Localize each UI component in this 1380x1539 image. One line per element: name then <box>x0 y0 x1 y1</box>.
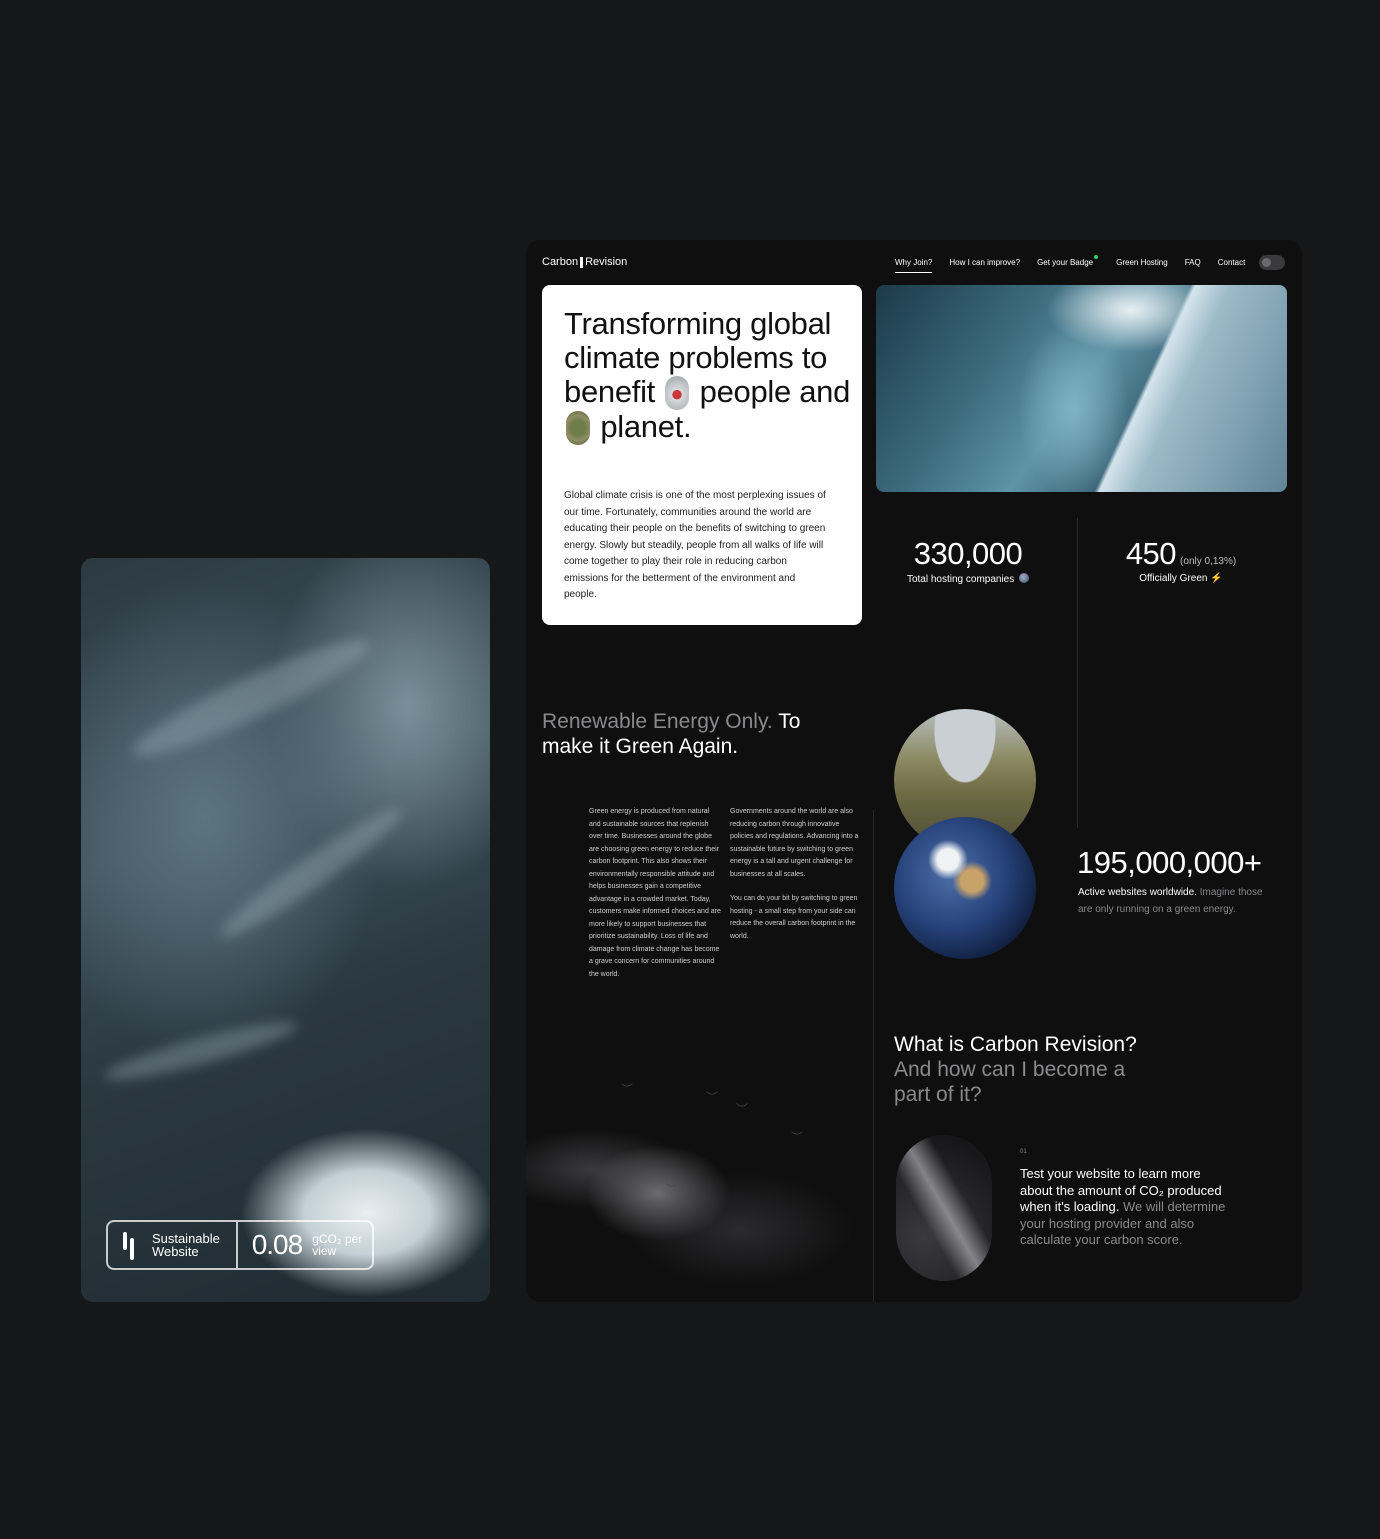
renewable-column-2-p1: Governments around the world are also reducing carbon through innovative policies and regulations. Advancing into a sustainable future by switching to green energy is a tall and urgent challenge for businesses at all scales. <box>730 808 859 878</box>
galaxy-image <box>896 1135 992 1281</box>
badge-label: Sustainable Website <box>151 1231 220 1259</box>
bird-icon: ︶ <box>621 1082 634 1096</box>
phone-preview-card <box>81 558 490 1302</box>
brand-left: Carbon <box>542 256 579 268</box>
stat-label <box>1086 573 1276 584</box>
lightning-icon: ⚡ <box>1210 573 1223 584</box>
step-description <box>1020 1166 1230 1249</box>
bird-icon: ︶ <box>736 1102 749 1116</box>
stat-number: 450 <box>1125 536 1177 571</box>
badge-value: 0.08 <box>251 1229 303 1260</box>
nav-why-join[interactable]: Why Join? <box>895 258 933 267</box>
bird-icon: ︶ <box>706 1090 719 1104</box>
earth-image <box>894 817 1036 959</box>
heading-main: To make it Green Again. <box>542 710 801 758</box>
stat-hosting-companies <box>876 536 1060 585</box>
step-main: Test your website to learn more about the amount of CO₂ produced when it's loading. <box>1020 1166 1222 1214</box>
websites-description <box>1078 885 1268 918</box>
bird-icon: ︶ <box>666 1182 679 1196</box>
stat-note: (only 0,13%) <box>1180 556 1237 567</box>
heading-muted: Renewable Energy Only. <box>542 710 773 733</box>
new-indicator-dot <box>1094 255 1098 259</box>
top-navigation <box>526 240 1302 285</box>
hero-description: Global climate crisis is one of the most perplexing issues of our time. Fortunately, communities around the world are educating their people on the benefits of switching to green energy. Slowly but steadily, people from all walks of life will come together to play their role in reducing carbon emissions for the betterment of the environment and people. <box>564 490 826 600</box>
stat-label-text: Officially Green <box>1139 573 1208 584</box>
theme-toggle[interactable] <box>1259 255 1285 270</box>
brand-right: Revision <box>585 256 628 268</box>
sustainable-website-badge[interactable] <box>106 1220 374 1270</box>
step-number: 01 <box>1020 1149 1027 1155</box>
renewable-column-2 <box>730 806 862 943</box>
nav-get-badge-label: Get your Badge <box>1037 258 1094 267</box>
stat-value: 330,000 <box>913 536 1023 571</box>
badge-divider <box>236 1222 238 1268</box>
carbon-revision-heading <box>894 1032 1144 1107</box>
websites-label: Active websites worldwide. <box>1078 887 1197 898</box>
nav-green-hosting[interactable]: Green Hosting <box>1116 258 1168 267</box>
hero-title <box>564 307 854 445</box>
renewable-energy-heading <box>542 709 802 759</box>
section-divider <box>873 810 874 1302</box>
globe-icon <box>1019 573 1029 583</box>
nav-get-badge[interactable] <box>1037 258 1093 267</box>
websites-count: 195,000,000+ <box>1077 845 1262 880</box>
heading-main: What is Carbon Revision? <box>894 1033 1137 1056</box>
brand-mark-icon <box>580 257 583 268</box>
hero-card <box>542 285 862 625</box>
nav-how-improve[interactable]: How I can improve? <box>949 258 1021 267</box>
hero-title-part-1: Transforming global climate problems to benefit <box>564 306 832 409</box>
website-preview <box>526 240 1302 1302</box>
stat-label <box>876 573 1060 585</box>
bird-icon: ︶ <box>791 1130 804 1144</box>
carbon-revision-logo-icon <box>120 1230 142 1260</box>
toggle-knob-icon <box>1262 258 1271 267</box>
glacier-image <box>876 285 1287 492</box>
renewable-column-2-p2: You can do your bit by switching to green hosting - a small step from your side can reduce the overall carbon footprint in the world. <box>730 895 858 940</box>
stats-divider <box>1077 518 1078 828</box>
people-image-icon <box>665 376 689 410</box>
nav-contact[interactable]: Contact <box>1217 258 1246 267</box>
clouds-image <box>526 1060 856 1302</box>
heading-muted: And how can I become a part of it? <box>894 1058 1126 1106</box>
planet-image-icon <box>566 411 590 445</box>
step-muted: We will determine your hosting provider and also calculate your carbon score. <box>1020 1199 1226 1247</box>
hero-title-part-2: people and <box>699 374 851 409</box>
nav-faq[interactable]: FAQ <box>1184 258 1201 267</box>
brand-logo[interactable] <box>542 256 627 268</box>
hero-title-part-3: planet. <box>600 409 692 444</box>
websites-desc-text: Imagine those are only running on a green energy. <box>1078 887 1263 915</box>
renewable-column-1: Green energy is produced from natural and sustainable sources that replenish over time. Businesses around the globe are choosing green energy to reduce their carbon footprint. This also shows their environmentally responsible attitude and helps businesses gain a competitive advantage in a crowded market. Today, customers make informed choices and are more likely to support businesses that prioritize sustainability. Loss of life and damage from climate change has become a grave concern for communities around the world. <box>589 808 721 978</box>
stat-label-text: Total hosting companies <box>906 574 1015 585</box>
stat-officially-green <box>1086 536 1276 584</box>
badge-unit: gCO₂ per view <box>312 1232 363 1258</box>
stat-value <box>1086 536 1276 572</box>
